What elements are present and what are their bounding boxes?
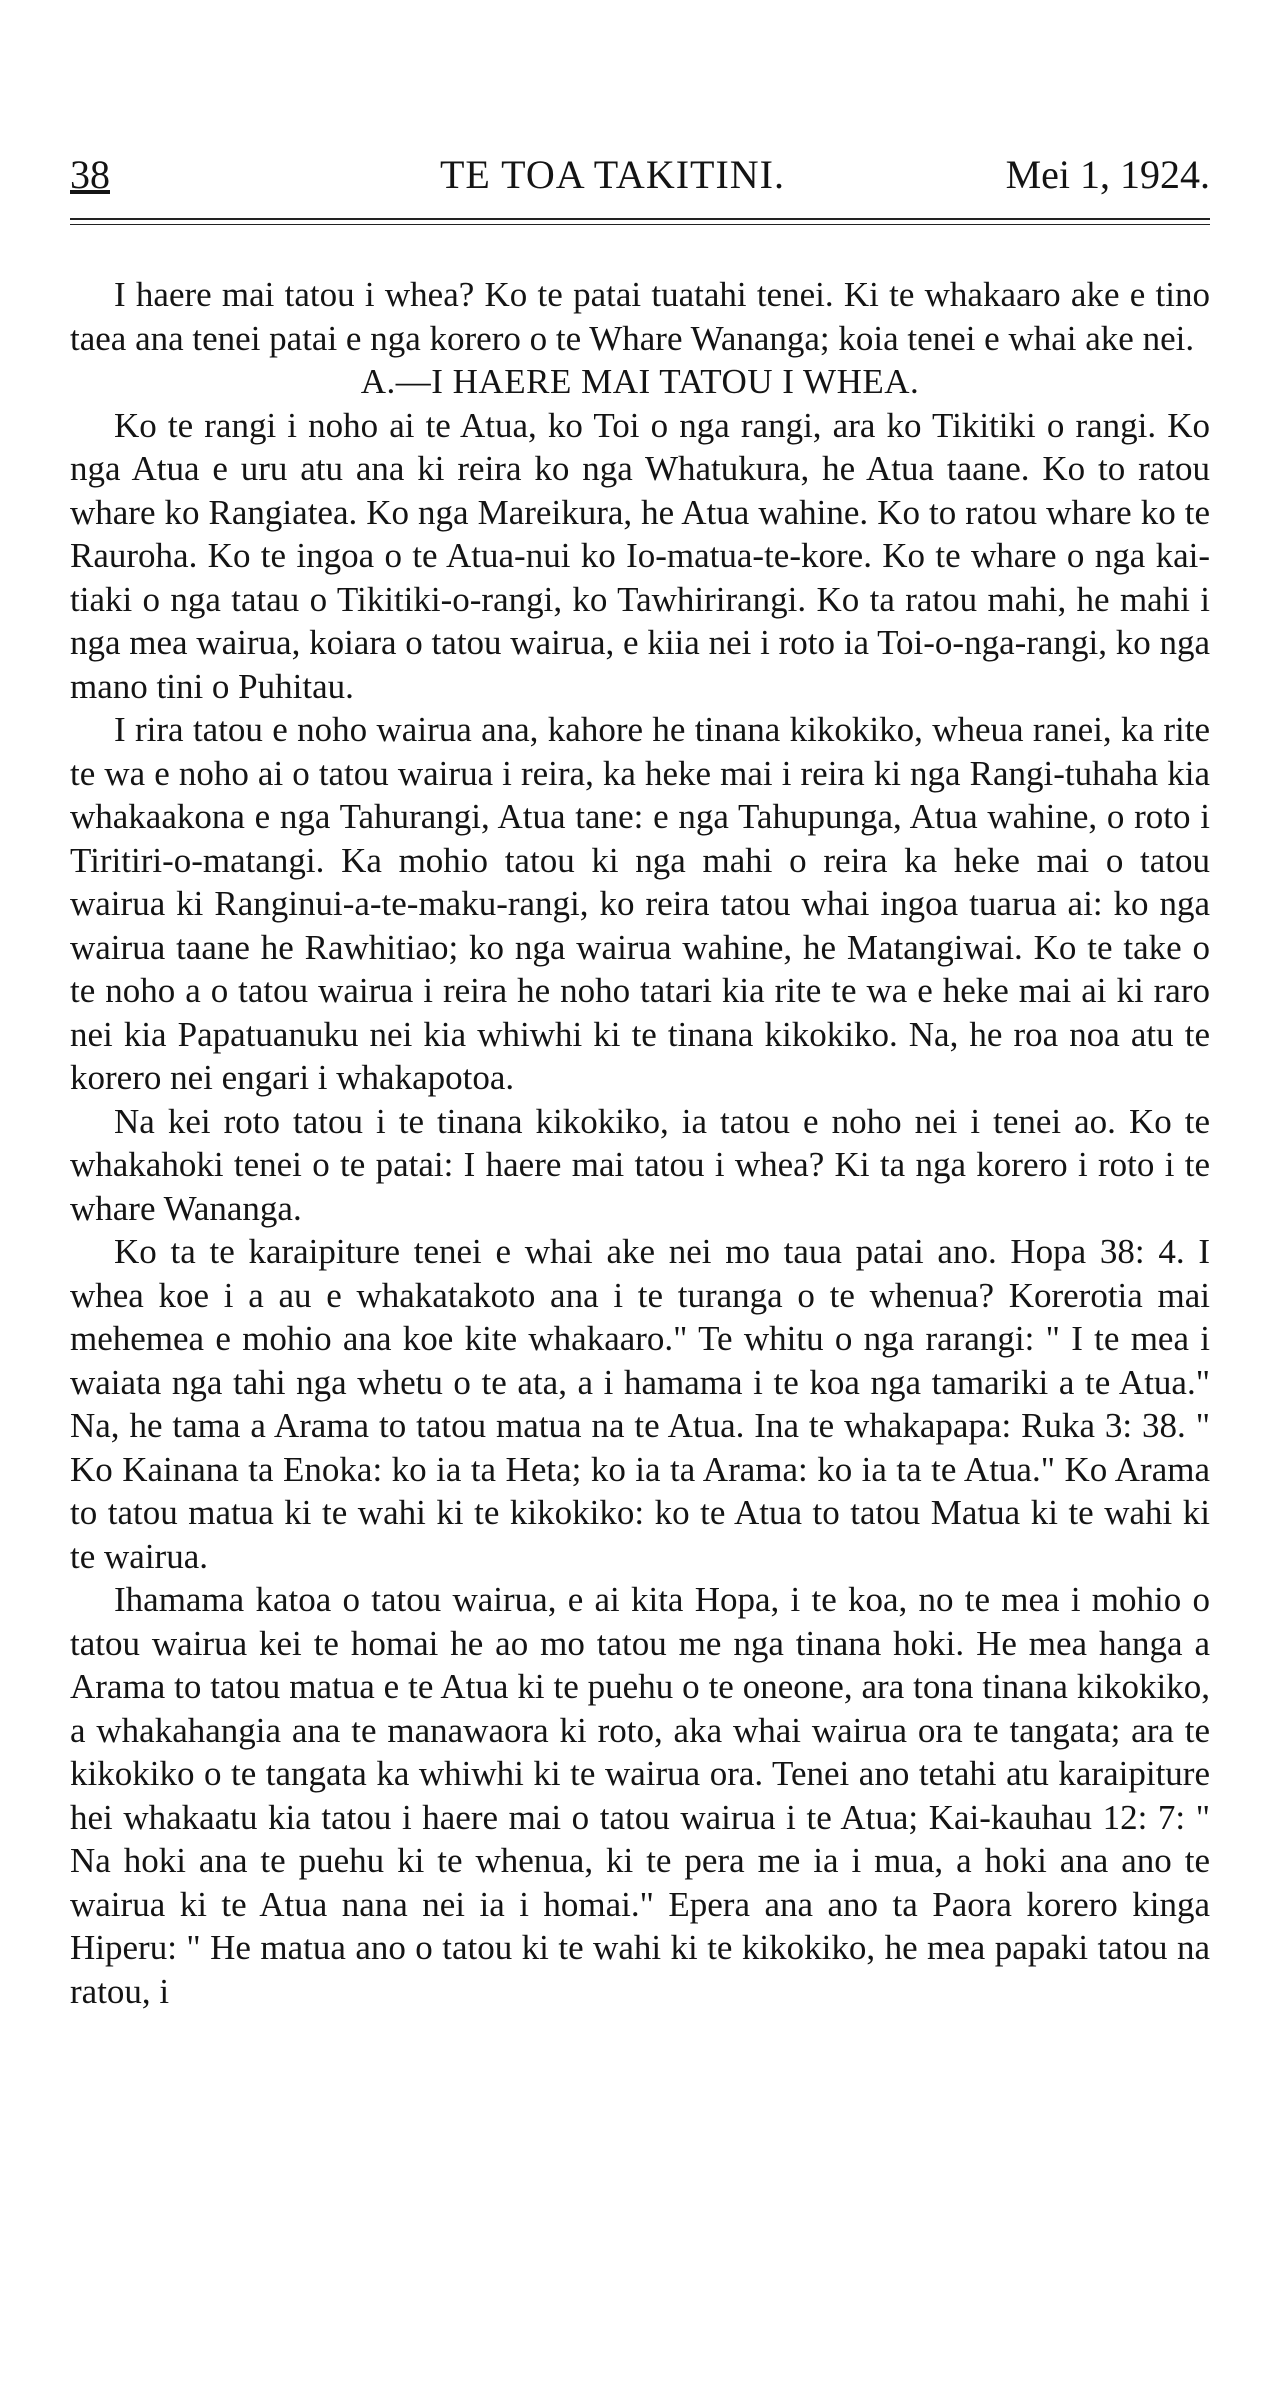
issue-date: Mei 1, 1924.: [1005, 152, 1210, 197]
paragraph-intro: I haere mai tatou i whea? Ko te patai tuatahi tenei. Ki te whakaaro ake e tino taea ana tenei patai e nga korero o te Whare Wananga; koia tenei e whai ake nei.: [70, 275, 1210, 358]
running-head: [70, 140, 1210, 210]
article-body: [70, 273, 1210, 2013]
paragraph-answer: Na kei roto tatou i te tinana kikokiko, ia tatou e noho nei i tenei ao. Ko te whakahoki tenei o te patai: I haere mai tatou i whea? Ki ta nga korero i roto i te whare Wananga.: [70, 1101, 1210, 1228]
paragraph-rejoicing: Ihamama katoa o tatou wairua, e ai kita Hopa, i te koa, no te mea i mohio o tatou wairua kei te homai he ao mo tatou me nga tinana hoki. He mea hanga a Arama to tatou matua e te Atua ki te puehu o te oneone, ara tona tinana kikokiko, a whakahangia ana te manawaora ki roto, aka whai wairua ora te tangata; ara te kikokiko o te tangata ka whiwhi ki te wairua ora. Tenei ano tetahi atu karaipiture hei whakaatu kia tatou i haere mai o tatou wairua i te Atua; Kai-kauhau 12: 7: " Na hoki ana te puehu ki te whenua, ki te pera me ia i mua, a hoki ana ano te wairua ki te Atua nana nei ia i homai." Epera ana ano ta Paora korero kinga Hiperu: " He matua ano o tatou ki te wahi ki te kikokiko, he mea papaki tatou na ratou, i: [70, 1580, 1210, 2011]
publication-title: TE TOA TAKITINI.: [440, 152, 785, 197]
page: [70, 140, 1210, 2013]
paragraph-spirits: I rira tatou e noho wairua ana, kahore he tinana kikokiko, wheua ranei, ka rite te wa e noho ai o tatou wairua i reira, ka heke mai i reira ki nga Rangi-tuhaha kia whakaakona e nga Tahurangi, Atua tane: e nga Tahupunga, Atua wahine, o roto i Tiritiri-o-matangi. Ka mohio tatou ki nga mahi o reira ka heke mai o tatou wairua ki Ranginui-a-te-maku-rangi, ko reira tatou whai ingoa tuarua ai: ko nga wairua taane he Rawhitiao; ko nga wairua wahine, he Matangiwai. Ko te take o te noho a o tatou wairua i reira he noho tatari kia rite te wa e heke mai ai ki raro nei kia Papatuanuku nei kia whiwhi ki te tinana kikokiko. Na, he roa noa atu te korero nei engari i whakapotoa.: [70, 710, 1210, 1097]
page-number: 38: [70, 152, 110, 197]
header-rule: [70, 218, 1210, 220]
paragraph-heavens: Ko te rangi i noho ai te Atua, ko Toi o nga rangi, ara ko Tikitiki o rangi. Ko nga Atua e uru atu ana ki reira ko nga Whatukura, he Atua taane. Ko to ratou whare ko Rangiatea. Ko nga Mareikura, he Atua wahine. Ko to ratou whare ko te Rauroha. Ko te ingoa o te Atua-nui ko Io-matua-te-kore. Ko te whare o nga kai-tiaki o nga tatau o Tikitiki-o-rangi, ko Tawhirirangi. Ko ta ratou mahi, he mahi i nga mea wairua, koiara o tatou wairua, e kiia nei i roto ia Toi-o-nga-rangi, ko nga mano tini o Puhitau.: [70, 405, 1210, 706]
header-rule-thin: [70, 224, 1210, 225]
section-heading: A.—I HAERE MAI TATOU I WHEA.: [360, 362, 920, 401]
paragraph-scripture: Ko ta te karaipiture tenei e whai ake nei mo taua patai ano. Hopa 38: 4. I whea koe i a au e whakatakoto ana i te turanga o te whenua? Korerotia mai mehemea e mohio ana koe kite whakaaro." Te whitu o nga rarangi: " I te mea i waiata nga tahi nga whetu o te ata, a i hamama i te koa nga tamariki a te Atua." Na, he tama a Arama to tatou matua na te Atua. Ina te whakapapa: Ruka 3: 38. " Ko Kainana ta Enoka: ko ia ta Heta; ko ia ta Arama: ko ia ta te Atua." Ko Arama to tatou matua ki te wahi ki te kikokiko: ko te Atua to tatou Matua ki te wahi ki te wairua.: [70, 1232, 1210, 1576]
